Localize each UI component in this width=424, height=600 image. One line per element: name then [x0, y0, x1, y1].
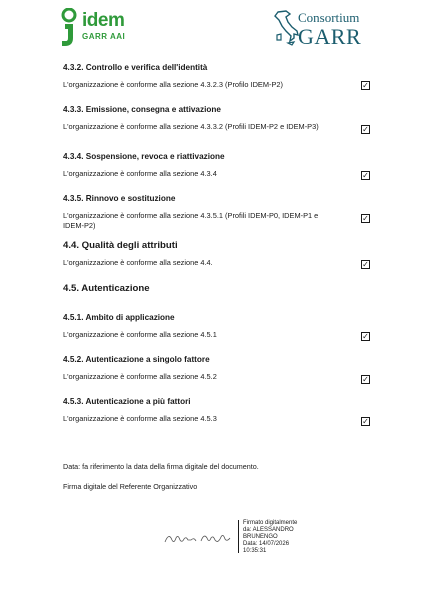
idem-figure-icon: [60, 8, 84, 48]
section-4-4: [63, 240, 383, 268]
section-title: 4.3.2. Controllo e verifica dell'identità: [63, 63, 208, 72]
section-title: 4.5.2. Autenticazione a singolo fattore: [63, 355, 210, 364]
section-4-5-1: [63, 312, 383, 340]
signature-info: Firmato digitalmente da: ALESSANDRO BRUNENGO Data: 14/07/2026 10:35:31: [243, 520, 298, 554]
garr-logo: [272, 10, 392, 50]
section-4-5-3: [63, 396, 383, 424]
garr-consortium-text: Consortium: [298, 10, 360, 25]
checkbox-checked[interactable]: ✓: [362, 375, 369, 384]
digital-signature: [163, 520, 323, 554]
section-4-3-3: [63, 104, 383, 132]
section-4-5: [63, 283, 383, 295]
checkbox-checked[interactable]: ✓: [362, 260, 369, 269]
idem-wordmark: idem: [82, 10, 125, 31]
checkbox-checked[interactable]: ✓: [362, 81, 369, 90]
checkbox-checked[interactable]: ✓: [362, 171, 369, 180]
checkbox-checked[interactable]: ✓: [362, 125, 369, 134]
section-4-3-5: [63, 193, 383, 231]
checkbox-checked[interactable]: ✓: [362, 417, 369, 426]
section-4-3-4: [63, 151, 383, 179]
section-text: L'organizzazione è conforme alla sezione 4.5.3: [63, 414, 217, 423]
section-4-5-2: [63, 354, 383, 382]
signature-label: Firma digitale del Referente Organizzativo: [63, 482, 198, 491]
idem-logo: [60, 8, 130, 52]
page-header: [0, 0, 424, 56]
section-text: L'organizzazione è conforme alla sezione 4.4.: [63, 258, 213, 267]
signature-divider: [238, 520, 239, 553]
garr-name-text: GARR: [298, 24, 362, 49]
section-title: 4.5.1. Ambito di applicazione: [63, 313, 175, 322]
section-text: L'organizzazione è conforme alla sezione 4.3.3.2 (Profili IDEM-P2 e IDEM-P3): [63, 122, 319, 131]
handwritten-signature-icon: [163, 528, 233, 548]
checkbox-checked[interactable]: ✓: [362, 332, 369, 341]
section-text: L'organizzazione è conforme alla sezione 4.3.2.3 (Profilo IDEM-P2): [63, 80, 283, 89]
section-title: 4.3.5. Rinnovo e sostituzione: [63, 194, 176, 203]
italy-map-icon: [272, 10, 300, 46]
section-title: 4.5.3. Autenticazione a più fattori: [63, 397, 191, 406]
section-title: 4.5. Autenticazione: [63, 283, 150, 294]
section-text: L'organizzazione è conforme alla sezione 4.3.4: [63, 169, 217, 178]
section-text: L'organizzazione è conforme alla sezione 4.5.2: [63, 372, 217, 381]
date-note: Data: fa riferimento la data della firma digitale del documento.: [63, 462, 259, 471]
section-title: 4.4. Qualità degli attributi: [63, 240, 178, 251]
checkbox-checked[interactable]: ✓: [362, 214, 369, 223]
section-text: L'organizzazione è conforme alla sezione 4.3.5.1 (Profili IDEM-P0, IDEM-P1 e IDEM-P2): [63, 211, 319, 230]
idem-subtitle: GARR AAI: [82, 32, 126, 41]
section-title: 4.3.4. Sospensione, revoca e riattivazione: [63, 152, 225, 161]
section-4-3-2: [63, 62, 383, 90]
section-text: L'organizzazione è conforme alla sezione 4.5.1: [63, 330, 217, 339]
section-title: 4.3.3. Emissione, consegna e attivazione: [63, 105, 221, 114]
